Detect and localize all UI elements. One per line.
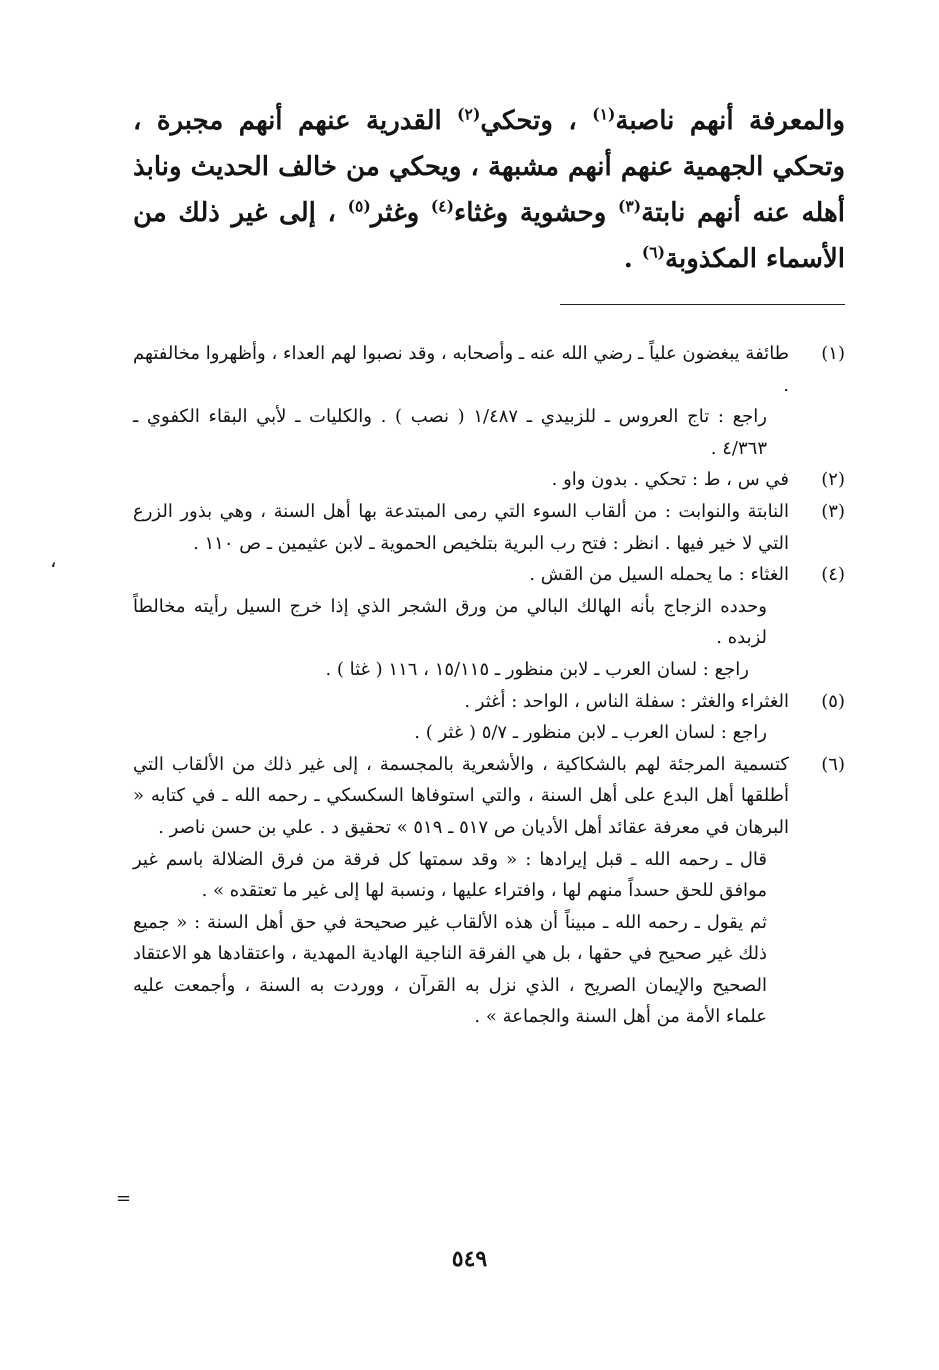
footnote-text: طائفة يبغضون علياً ـ رضي الله عنه ـ وأصحابه ، وقد نصبوا لهم العداء ، وأظهروا مخالفتهم . xyxy=(133,343,789,396)
footnote-number: (٢) xyxy=(821,469,845,491)
main-text-segment: . xyxy=(623,244,642,274)
margin-mark: = xyxy=(116,1188,132,1209)
footnote-continuation: راجع : لسان العرب ـ لابن منظور ـ ١٥/١١٥ ، ١١٦ ( غثا ) . xyxy=(325,658,749,680)
footnote-number: (٥) xyxy=(821,690,845,712)
page-number: ٥٤٩ xyxy=(451,1246,488,1272)
main-text-segment: القدرية عنهم أنهم مجبرة ، وتحكي الجهمية عنهم أنهم مشبهة ، ويحكي من خالف الحديث ونابذ أهله عنه أنهم نابتة xyxy=(133,106,845,228)
main-text-segment: ، وتحكي xyxy=(480,106,593,136)
main-paragraph xyxy=(133,98,845,282)
footnote-number: (٤) xyxy=(821,564,845,586)
footnote-text: النابتة والنوابت : من ألقاب السوء التي رمى المبتدعة بها أهل السنة ، وهي بذور الزرع التي لا خير فيها . انظر : فتح رب البرية بتلخيص الحموية ـ لابن عثيمين ـ ص ١١٠ . xyxy=(133,500,789,554)
main-text-segment: وحشوية وغثاء xyxy=(454,198,618,228)
footnote-1 xyxy=(133,338,845,464)
footnote-ref-6[interactable]: (٦) xyxy=(641,242,666,262)
footnote-5 xyxy=(133,686,845,749)
footnotes-section xyxy=(133,338,845,1033)
footnote-number: (١) xyxy=(821,343,845,364)
footnote-continuation: راجع : لسان العرب ـ لابن منظور ـ ٥/٧ ( غثر ) . xyxy=(414,722,767,744)
footnote-ref-1[interactable]: (١) xyxy=(592,104,616,124)
footnote-ref-3[interactable]: (٣) xyxy=(618,196,642,216)
main-text-segment: وغثر xyxy=(370,198,431,228)
footnote-number: (٦) xyxy=(821,753,845,775)
footnote-ref-4[interactable]: (٤) xyxy=(430,196,455,216)
footnote-ref-2[interactable]: (٢) xyxy=(457,104,481,124)
footnote-continuation: وحدده الزجاج بأنه الهالك البالي من ورق الشجر الذي إذا خرج السيل رأيته مخالطاً لزبده . xyxy=(133,595,767,649)
main-text-segment: ، إلى غير ذلك من الأسماء المكذوبة xyxy=(133,198,845,274)
footnote-number: (٣) xyxy=(821,500,845,522)
footnote-6 xyxy=(133,749,845,1033)
main-text-segment: والمعرفة أنهم ناصبة xyxy=(615,106,845,136)
footnote-2 xyxy=(133,464,845,496)
footnote-text: الغثراء والغثر : سفلة الناس ، الواحد : أغثر . xyxy=(464,690,789,712)
footnote-separator xyxy=(560,304,845,305)
footnote-continuation: قال ـ رحمه الله ـ قبل إيرادها : « وقد سمتها كل فرقة من فرق الضلالة باسم غير موافق للحق حسداً منهم لها ، وافتراء عليها ، ونسبة لها إلى غير ما تعتقده » . xyxy=(133,848,767,902)
footnote-text: في س ، ط : تحكي . بدون واو . xyxy=(551,469,789,491)
footnote-text: الغثاء : ما يحمله السيل من القش . xyxy=(529,564,789,586)
footnote-continuation: ثم يقول ـ رحمه الله ـ مبيناً أن هذه الألقاب غير صحيحة في حق أهل السنة : « جميع ذلك غير صحيح في حقها ، بل هي الفرقة الناجية الهادية المهدية ، واعتقادها هو الاعتقاد الصحيح والإيمان الصريح ، الذي نزل به القرآن ، ووردت به السنة ، وأجمعت عليه علماء الأمة من أهل السنة والجماعة » . xyxy=(133,911,767,1028)
footnote-ref-5[interactable]: (٥) xyxy=(347,196,371,216)
margin-mark: ، xyxy=(50,548,57,572)
footnote-4 xyxy=(133,559,845,685)
footnote-text: كتسمية المرجئة لهم بالشكاكية ، والأشعرية بالمجسمة ، إلى غير ذلك من الألقاب التي أطلقها أهل البدع على أهل السنة ، والتي استوفاها السكسكي ـ رحمه الله ـ في كتابه « البرهان في معرفة عقائد أهل الأديان ص ٥١٧ ـ ٥١٩ » تحقيق د . علي بن حسن ناصر . xyxy=(133,753,789,838)
footnote-continuation: راجع : تاج العروس ـ للزبيدي ـ ١/٤٨٧ ( نصب ) . والكليات ـ لأبي البقاء الكفوي ـ ٤/٣٦٣ . xyxy=(133,406,767,459)
footnote-3 xyxy=(133,496,845,559)
